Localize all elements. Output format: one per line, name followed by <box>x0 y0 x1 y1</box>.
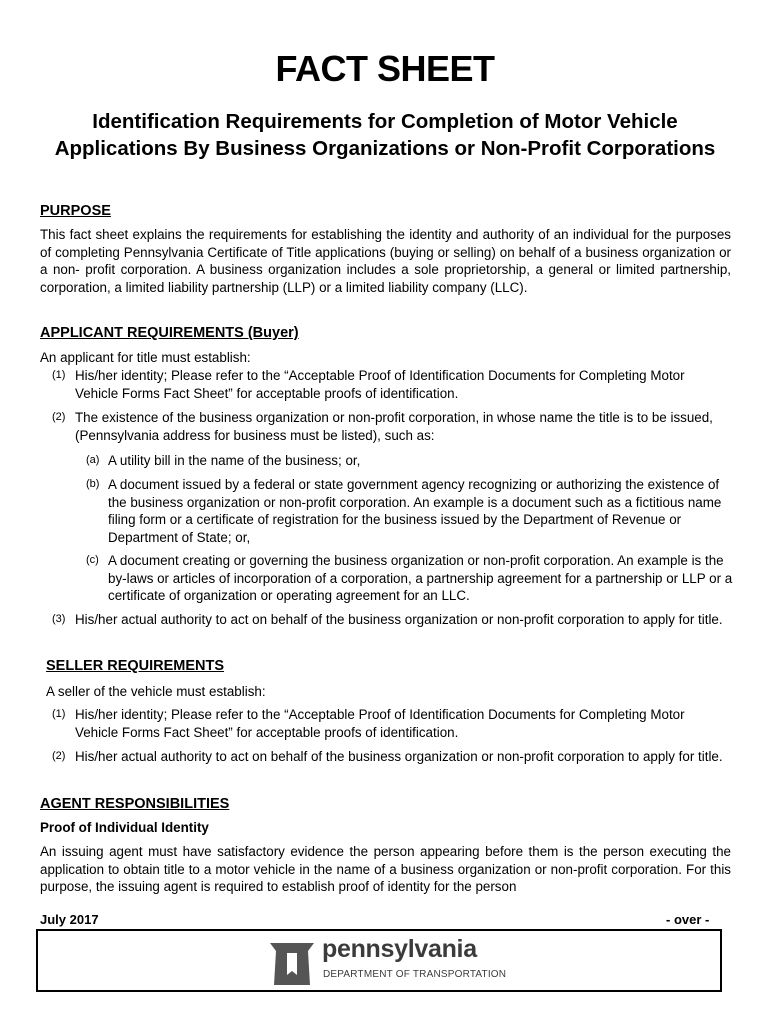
agent-text: An issuing agent must have satisfactory evidence the person appearing before them is the person executing the application to obtain title to a motor vehicle in the name of a business organization or non-profit corporation. For this purpose, the issuing agent is required to establish proof of identity for the person <box>40 844 731 894</box>
seller-intro: A seller of the vehicle must establish: <box>46 684 266 699</box>
footer-date: July 2017 <box>40 912 99 927</box>
applicant-item-number: (3) <box>52 613 66 625</box>
logo-department: DEPARTMENT OF TRANSPORTATION <box>323 969 507 980</box>
seller-item-number: (1) <box>52 708 66 720</box>
applicant-subitem-c: A document creating or governing the business organization or non-profit corporation. An example is the by-laws or articles of incorporation of a corporation, a partnership agreement for a partnership or LLP or a certificate of organization or operating agreement for an LLC. <box>108 553 733 603</box>
seller-item-number: (2) <box>52 750 66 762</box>
penndot-logo-box <box>36 929 722 992</box>
applicant-item-2: The existence of the business organization or non-profit corporation, in whose name the title is to be issued, (Pennsylvania address for business must be listed), such as: <box>75 410 713 443</box>
applicant-subitem-a: A utility bill in the name of the business; or, <box>108 453 361 468</box>
keystone-icon <box>270 941 314 987</box>
agent-heading: AGENT RESPONSIBILITIES <box>40 796 230 812</box>
seller-item-2: His/her actual authority to act on behalf of the business organization or non-profit corporation to apply for title. <box>75 749 723 764</box>
seller-item-1: His/her identity; Please refer to the “Acceptable Proof of Identification Documents for Completing Motor Vehicle Forms Fact Sheet” for acceptable proofs of identification. <box>75 707 685 740</box>
applicant-heading: APPLICANT REQUIREMENTS (Buyer) <box>40 325 299 341</box>
seller-heading: SELLER REQUIREMENTS <box>46 658 225 674</box>
purpose-text: This fact sheet explains the requirements for establishing the identity and authority of an individual for the purposes of completing Pennsylvania Certificate of Title applications (buying or selling) on behalf of a business organization or a non- profit corporation. A business organization includes a sole proprietorship, a general or limited partnership, corporation, a limited liability partnership (LLP) or a limited liability company (LLC). <box>40 227 731 295</box>
applicant-item-number: (2) <box>52 411 66 423</box>
purpose-heading: PURPOSE <box>40 203 111 219</box>
page-title: FACT SHEET <box>275 48 495 89</box>
applicant-item-1: His/her identity; Please refer to the “Acceptable Proof of Identification Documents for Completing Motor Vehicle Forms Fact Sheet” for acceptable proofs of identification. <box>75 368 685 401</box>
applicant-item-number: (1) <box>52 369 66 381</box>
logo-name: pennsylvania <box>322 935 477 963</box>
applicant-intro: An applicant for title must establish: <box>40 350 251 365</box>
applicant-item-3: His/her actual authority to act on behalf of the business organization or non-profit corporation to apply for title. <box>75 612 723 627</box>
applicant-subitem-letter: (a) <box>86 454 100 466</box>
agent-subheading: Proof of Individual Identity <box>40 820 209 835</box>
applicant-subitem-b: A document issued by a federal or state government agency recognizing or authorizing the existence of the business organization or non-profit corporation. An example is a document such as a fictitious name filing form or a certificate of registration for the business issued by the Department of Revenue or Department of State; or, <box>108 477 722 545</box>
applicant-subitem-letter: (c) <box>86 554 99 566</box>
applicant-subitem-letter: (b) <box>86 478 100 490</box>
page-subtitle: Identification Requirements for Completion of Motor Vehicle Applications By Business Organizations or Non-Profit Corporations <box>54 110 716 160</box>
footer-over: - over - <box>666 912 710 927</box>
